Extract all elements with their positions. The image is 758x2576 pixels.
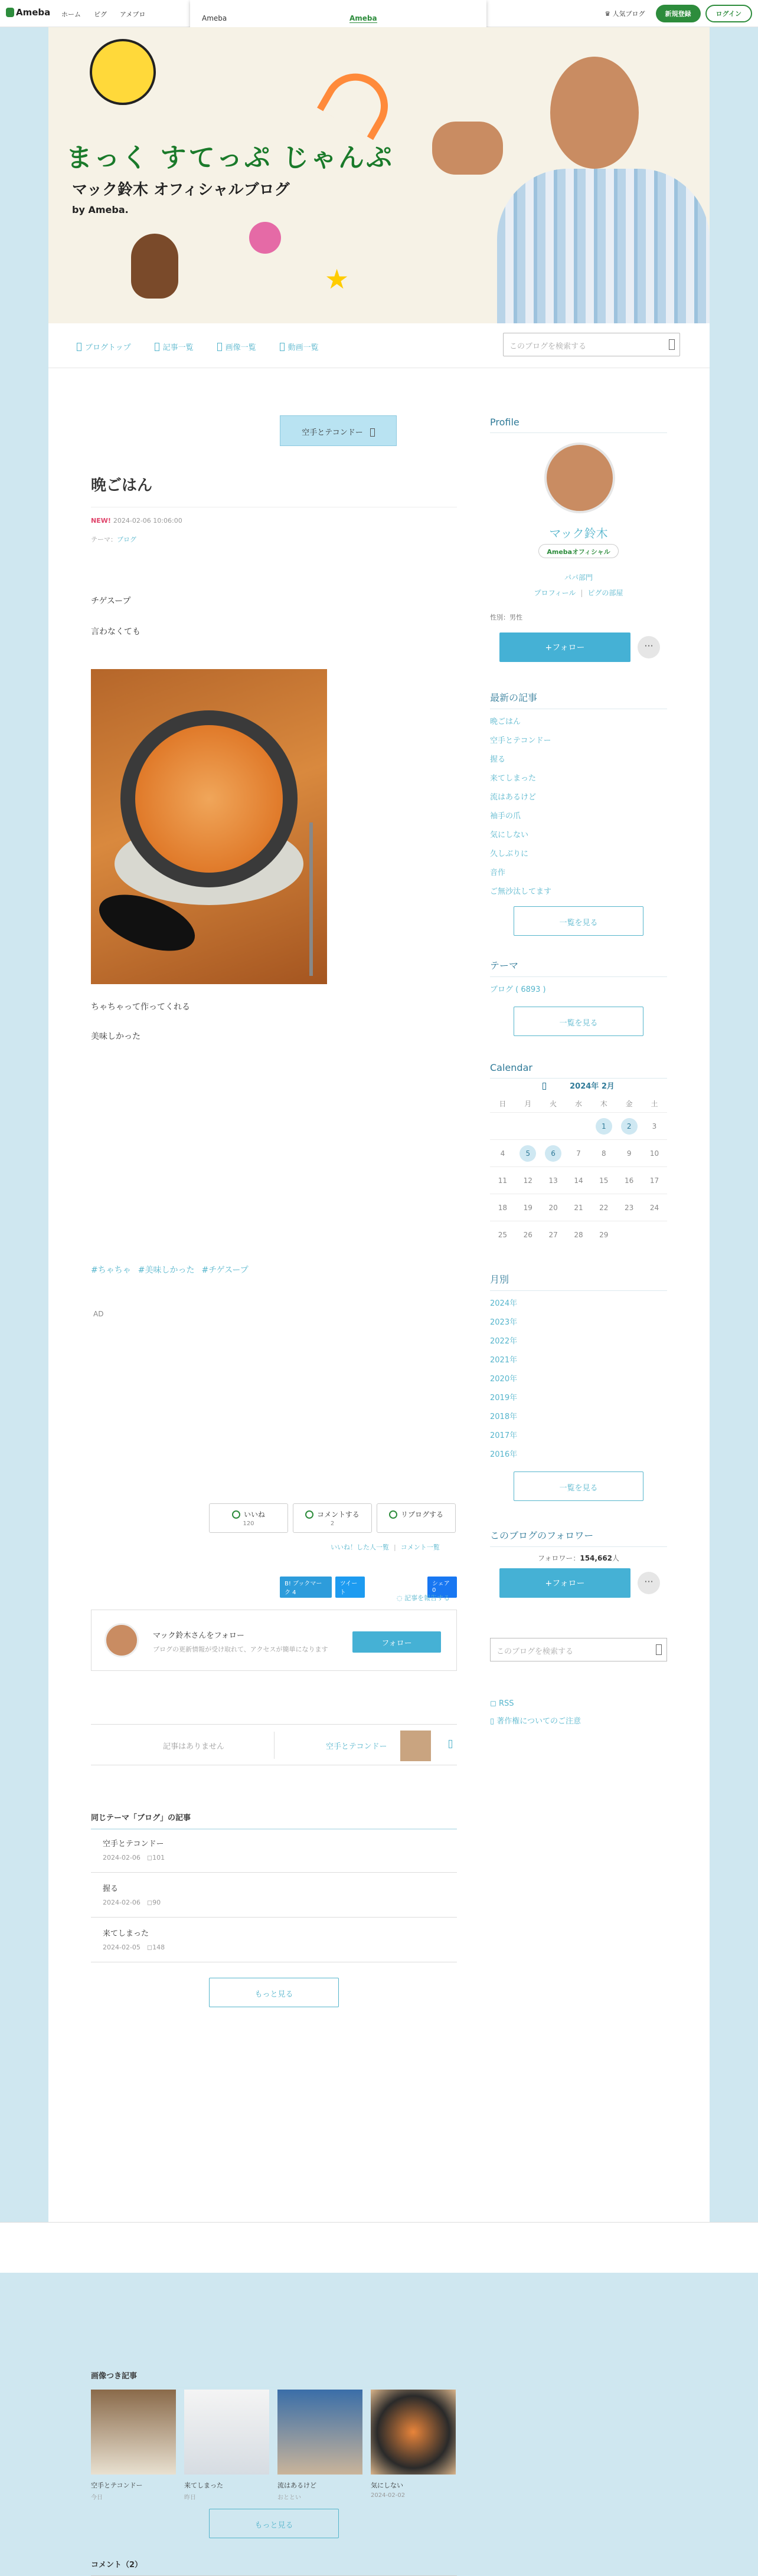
monthly-heading: 月別	[490, 1272, 667, 1291]
recent-item[interactable]: 流はあるけど	[490, 793, 537, 802]
image-post[interactable]	[277, 2390, 362, 2501]
hashtag[interactable]: #ちゃちゃ	[91, 1266, 131, 1275]
calendar-day-cell	[591, 1118, 616, 1135]
hatena-bookmark-button[interactable]: B! ブックマーク 4	[280, 1577, 332, 1598]
no-previous-article: 記事はありません	[163, 1742, 225, 1751]
image-posts-heading: 画像つき記事	[91, 2369, 457, 2388]
rss-link[interactable]	[490, 1699, 514, 1708]
profile-name[interactable]: マック鈴木	[549, 526, 608, 540]
chopsticks	[309, 822, 313, 976]
calendar-day: 4	[500, 1149, 505, 1158]
image-post-thumbnail	[277, 2390, 362, 2475]
year-archive[interactable]: 2019年	[490, 1394, 518, 1402]
facebook-share-button[interactable]: シェア 0	[427, 1577, 457, 1598]
calendar-day-cell	[541, 1145, 566, 1162]
article-line: チゲスープ	[91, 597, 131, 606]
image-post-title: 流はあるけど	[277, 2482, 316, 2489]
related-title: 握る	[103, 1885, 119, 1893]
copyright-label: 著作権についてのご注意	[496, 1717, 581, 1726]
calendar-day: 25	[498, 1231, 508, 1239]
related-item[interactable]	[91, 1918, 457, 1962]
recent-item[interactable]: 来てしまった	[490, 774, 537, 783]
shooting-star-illustration	[317, 62, 400, 140]
follow-box	[91, 1610, 457, 1671]
image-post-thumbnail	[91, 2390, 176, 2475]
document-icon: ▯	[490, 1717, 497, 1726]
year-archive[interactable]: 2020年	[490, 1375, 518, 1384]
year-archive[interactable]: 2018年	[490, 1412, 518, 1421]
calendar-day: 20	[548, 1203, 558, 1212]
copyright-link[interactable]	[490, 1715, 581, 1726]
follow-button[interactable]: フォロー	[352, 1631, 441, 1653]
calendar-weekdays	[490, 1095, 667, 1113]
profile-category[interactable]: パパ部門	[564, 573, 593, 582]
comment-count: 2	[330, 1520, 335, 1527]
related-meta: 2024-02-06 ◻90	[103, 1899, 161, 1906]
theme-label: テーマ：	[91, 536, 117, 543]
prev-article-label: 空手とテコンドー	[302, 428, 363, 437]
calendar-day: 3	[652, 1122, 657, 1130]
recent-item[interactable]: 音作	[490, 869, 506, 877]
year-archive[interactable]: 2022年	[490, 1337, 518, 1346]
related-count: 101	[152, 1854, 165, 1861]
calendar-day-link[interactable]: 2	[621, 1118, 638, 1135]
top-right-actions	[605, 5, 752, 22]
person-arm	[432, 122, 503, 175]
image-post-date: おととい	[277, 2495, 301, 2501]
soup	[135, 725, 283, 873]
article-title: 晩ごはん	[91, 473, 457, 507]
calendar-day: 21	[574, 1203, 583, 1212]
smile-icon	[232, 1510, 240, 1519]
liked-list-link[interactable]: いいね！した人一覧	[331, 1543, 389, 1551]
nav-entry-list[interactable]: 記事一覧	[155, 341, 194, 352]
calendar-day: 23	[625, 1203, 634, 1212]
follow-button-2[interactable]: +フォロー	[499, 1568, 630, 1598]
year-archive[interactable]: 2021年	[490, 1356, 518, 1365]
next-article-link[interactable]: 空手とテコンドー	[326, 1742, 387, 1751]
nav-video-list[interactable]: 動画一覧	[280, 341, 319, 352]
calendar-day-link[interactable]: 5	[520, 1145, 536, 1162]
comments-heading: コメント（2）	[91, 2558, 457, 2576]
like-count: 120	[243, 1520, 254, 1527]
calendar-day: 28	[574, 1231, 583, 1239]
year-archive[interactable]: 2023年	[490, 1318, 518, 1327]
by-ameba: by Ameba.	[72, 204, 129, 215]
tweet-button[interactable]: ツイート	[335, 1577, 365, 1598]
bottom-bar	[0, 2222, 758, 2273]
reblog-button[interactable]	[377, 1503, 456, 1533]
blog-nav	[48, 323, 710, 368]
related-meta: 2024-02-05 ◻148	[103, 1944, 165, 1951]
action-sublinks: いいね！した人一覧 | コメント一覧	[331, 1543, 440, 1551]
divider	[274, 1732, 275, 1759]
calendar-day: 16	[625, 1176, 634, 1185]
image-post[interactable]	[371, 2390, 456, 2501]
profile-link[interactable]: プロフィール	[534, 589, 576, 597]
calendar-day-link[interactable]: 1	[596, 1118, 612, 1135]
ameba-logo[interactable]	[6, 7, 50, 18]
comment-list-link[interactable]: コメント一覧	[400, 1543, 440, 1551]
rss-label: RSS	[498, 1699, 514, 1708]
image-post-title: 来てしまった	[184, 2482, 223, 2489]
pig-room-link[interactable]: ピグの部屋	[587, 589, 623, 597]
bear-illustration	[131, 234, 178, 299]
calendar-week	[490, 1140, 667, 1167]
top-nav	[61, 9, 145, 19]
calendar-week	[490, 1221, 667, 1248]
image-post-date: 昨日	[184, 2495, 196, 2501]
reblog-icon	[389, 1510, 397, 1519]
related-date: 2024-02-06	[103, 1854, 141, 1861]
sidebar-search-input[interactable]	[490, 1638, 667, 1661]
followers-number: 154,662	[580, 1554, 613, 1562]
recent-item[interactable]: 久しぶりに	[490, 850, 529, 858]
theme-item[interactable]: ブログ ( 6893 )	[490, 985, 546, 994]
like-label: いいね	[243, 1510, 265, 1519]
related-meta: 2024-02-06 ◻101	[103, 1854, 165, 1861]
blog-search-input[interactable]	[503, 333, 680, 356]
calendar	[490, 1095, 667, 1248]
image-post-thumbnail	[371, 2390, 456, 2475]
calendar-day: 7	[576, 1149, 581, 1158]
calendar-month-label: 2024年 2月	[570, 1082, 615, 1091]
report-link[interactable]	[397, 1593, 450, 1602]
year-archive[interactable]: 2024年	[490, 1299, 518, 1308]
login-button[interactable]: ログイン	[705, 5, 752, 22]
search-icon[interactable]	[656, 1644, 662, 1655]
blog-header-image[interactable]	[48, 27, 710, 323]
like-button[interactable]	[209, 1503, 288, 1533]
ad-popup-label: Ameba	[202, 14, 227, 22]
year-archive[interactable]: 2017年	[490, 1431, 518, 1440]
image-post-title: 空手とテコンドー	[91, 2482, 143, 2489]
article-line: 言わなくても	[91, 627, 141, 637]
related-count: 90	[152, 1899, 161, 1906]
calendar-day: 19	[523, 1203, 532, 1212]
follow-box-desc: ブログの更新情報が受け取れて、アクセスが簡単になります	[153, 1646, 328, 1653]
weekday: 木	[600, 1100, 607, 1108]
blog-title: まっく すてっぷ じゃんぷ	[66, 143, 394, 173]
nav-ameblo[interactable]: アメブロ	[120, 11, 146, 18]
profile-gender: 性別：男性	[490, 614, 522, 621]
popular-blog-link[interactable]	[605, 9, 645, 18]
image-posts	[91, 2390, 456, 2501]
person-head	[550, 57, 639, 169]
article-line: ちゃちゃって作ってくれる	[91, 1002, 190, 1012]
followers-count	[490, 1553, 667, 1563]
followers-heading: このブログのフォロワー	[490, 1528, 667, 1547]
calendar-day: 15	[599, 1176, 609, 1185]
hashtag[interactable]: #美味しかった	[138, 1266, 195, 1275]
calendar-day-cell	[515, 1145, 541, 1162]
next-article-thumbnail[interactable]	[400, 1731, 431, 1761]
blog-container	[48, 27, 710, 2570]
profile-links: プロフィール | ピグの部屋	[534, 589, 623, 597]
search-placeholder: このブログを検索する	[509, 342, 587, 351]
prev-next-nav	[91, 1724, 457, 1765]
sun-illustration	[90, 39, 156, 105]
theme-link[interactable]: ブログ	[117, 536, 136, 543]
report-label: 記事を報告する	[404, 1594, 450, 1602]
image-post-date: 2024-02-02	[371, 2492, 406, 2499]
recent-item[interactable]: 握る	[490, 755, 506, 764]
recent-item[interactable]: 袖手の爪	[490, 812, 521, 821]
calendar-day: 13	[548, 1176, 558, 1185]
calendar-day: 11	[498, 1176, 508, 1185]
chevron-left-icon[interactable]	[543, 1083, 546, 1090]
blog-nav-items	[77, 341, 319, 352]
article-theme	[91, 535, 136, 544]
monthly-more-button[interactable]: 一覧を見る	[514, 1471, 643, 1501]
calendar-day: 8	[601, 1149, 606, 1158]
image-post-title: 気にしない	[371, 2482, 403, 2489]
follow-button[interactable]: +フォロー	[499, 632, 630, 662]
weekday: 月	[524, 1100, 532, 1108]
chevron-right-icon[interactable]	[449, 1740, 452, 1748]
star-illustration: ★	[325, 263, 349, 295]
calendar-day: 14	[574, 1176, 583, 1185]
related-item[interactable]	[91, 1873, 457, 1918]
weekday: 日	[499, 1100, 507, 1108]
calendar-day: 12	[523, 1176, 532, 1185]
article-meta	[91, 517, 182, 525]
related-heading: 同じテーマ「ブログ」の記事	[91, 1811, 457, 1830]
nav-pig[interactable]: ピグ	[94, 11, 107, 18]
calendar-day: 10	[649, 1149, 659, 1158]
calendar-day: 18	[498, 1203, 508, 1212]
new-badge: NEW!	[91, 517, 111, 525]
article-date: 2024-02-06 10:06:00	[113, 517, 182, 525]
calendar-day: 9	[626, 1149, 632, 1158]
image-post-thumbnail	[184, 2390, 269, 2475]
related-date: 2024-02-06	[103, 1899, 141, 1906]
crown-icon: ♛	[605, 10, 613, 18]
image-post-date: 今日	[91, 2495, 103, 2501]
nav-home[interactable]: ホーム	[61, 11, 81, 18]
calendar-day: 22	[599, 1203, 609, 1212]
more-options-button-2[interactable]: ···	[638, 1572, 660, 1594]
flower-illustration	[249, 222, 281, 254]
weekday: 土	[651, 1100, 658, 1108]
article-line: 美味しかった	[91, 1032, 141, 1041]
avatar	[104, 1623, 139, 1657]
more-image-posts-button[interactable]: もっと見る	[209, 2509, 339, 2538]
weekday: 金	[625, 1100, 633, 1108]
prev-article-button[interactable]	[280, 415, 397, 446]
profile-avatar[interactable]	[544, 443, 615, 513]
theme-more-button[interactable]: 一覧を見る	[514, 1007, 643, 1036]
recent-item[interactable]: 空手とテコンドー	[490, 736, 551, 745]
followers-label: フォロワー：	[537, 1554, 580, 1562]
search-placeholder: このブログを検索する	[496, 1647, 574, 1656]
calendar-day-link[interactable]: 6	[545, 1145, 561, 1162]
register-button[interactable]: 新規登録	[656, 5, 701, 22]
reblog-label: リブログする	[400, 1510, 443, 1519]
more-options-button[interactable]: ···	[638, 636, 660, 658]
calendar-week	[490, 1167, 667, 1194]
calendar-day: 17	[649, 1176, 659, 1185]
blog-subtitle: マック鈴木 オフィシャルブログ	[72, 181, 290, 199]
hashtags	[91, 1264, 249, 1276]
calendar-day: 24	[649, 1203, 659, 1212]
recent-item[interactable]: 晩ごはん	[490, 717, 521, 726]
calendar-heading: Calendar	[490, 1062, 667, 1079]
hashtag[interactable]: #チゲスープ	[201, 1266, 249, 1275]
ameba-logo-icon	[6, 8, 14, 17]
image-post[interactable]	[184, 2390, 269, 2501]
weekday: 水	[574, 1100, 582, 1108]
comment-label: コメントする	[317, 1510, 360, 1519]
calendar-month	[490, 1080, 667, 1091]
person-shirt	[497, 169, 710, 323]
search-icon[interactable]	[669, 339, 675, 350]
more-related-button[interactable]: もっと見る	[209, 1978, 339, 2007]
article-actions	[209, 1503, 456, 1533]
profile-heading: Profile	[490, 417, 667, 433]
image-post[interactable]	[91, 2390, 176, 2501]
rss-icon: ◻	[490, 1699, 499, 1708]
calendar-day-cell	[616, 1118, 642, 1135]
official-badge: Amebaオフィシャル	[538, 544, 619, 558]
followers-unit: 人	[612, 1554, 620, 1562]
calendar-day: 26	[523, 1231, 532, 1239]
article-photo[interactable]	[91, 669, 327, 984]
follow-box-title: マック鈴木さんをフォロー	[153, 1631, 244, 1640]
calendar-week	[490, 1113, 667, 1140]
recent-more-button[interactable]: 一覧を見る	[514, 906, 643, 936]
theme-heading: テーマ	[490, 958, 667, 977]
nav-blog-top[interactable]: ブログトップ	[77, 341, 131, 352]
calendar-week	[490, 1194, 667, 1221]
chevron-right-icon	[370, 428, 375, 437]
related-date: 2024-02-05	[103, 1944, 141, 1951]
nav-image-list[interactable]: 画像一覧	[217, 341, 256, 352]
header-photo-person	[432, 33, 710, 323]
comment-icon	[305, 1510, 313, 1519]
recent-item[interactable]: ご無沙汰してます	[490, 887, 552, 896]
calendar-day: 29	[599, 1231, 609, 1239]
year-archive[interactable]: 2016年	[490, 1450, 518, 1459]
comment-button[interactable]	[293, 1503, 372, 1533]
popular-label: 人気ブログ	[612, 10, 645, 18]
related-item[interactable]	[91, 1828, 457, 1873]
logo-text: Ameba	[16, 7, 51, 18]
ad-popup-link[interactable]: Ameba	[349, 14, 377, 22]
weekday: 火	[550, 1100, 557, 1108]
recent-heading: 最新の記事	[490, 690, 667, 709]
related-count: 148	[152, 1944, 165, 1951]
related-title: 空手とテコンドー	[103, 1840, 164, 1849]
report-icon: ◌	[397, 1594, 405, 1602]
ad-label: AD	[93, 1310, 104, 1318]
related-title: 来てしまった	[103, 1929, 149, 1938]
recent-item[interactable]: 気にしない	[490, 831, 529, 840]
calendar-day: 27	[548, 1231, 558, 1239]
